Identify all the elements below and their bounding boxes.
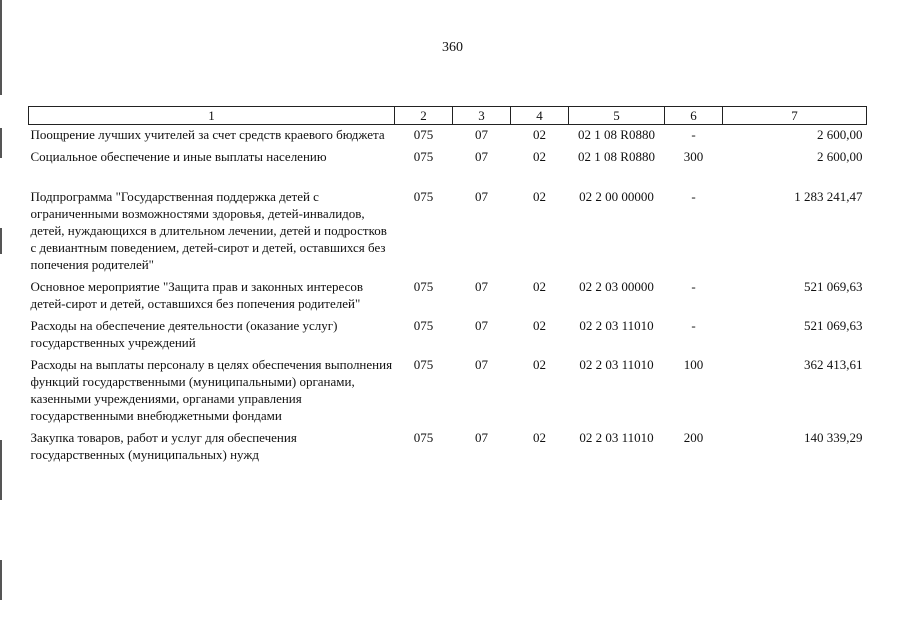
row-code: 075: [413, 149, 434, 164]
row-subsection: 02: [533, 279, 546, 294]
scan-edge-line: [0, 228, 2, 254]
table-header-row: [29, 107, 867, 125]
row-expense-type: -: [691, 279, 696, 294]
scan-edge-line: [0, 128, 2, 158]
column-header: 3: [453, 107, 511, 125]
row-section: 07: [475, 279, 488, 294]
row-section: 07: [475, 189, 488, 204]
row-amount: 1 283 241,47: [794, 189, 863, 204]
row-subsection: 02: [533, 430, 546, 445]
row-code: 075: [413, 189, 434, 204]
row-target-article: 02 2 00 00000: [579, 189, 654, 204]
row-section: 07: [475, 357, 488, 372]
column-header: 7: [723, 107, 867, 125]
row-expense-type: 300: [683, 149, 704, 164]
row-code: 075: [413, 357, 434, 372]
page-number: 360: [442, 40, 463, 55]
table-row: [29, 316, 867, 355]
column-header: 6: [665, 107, 723, 125]
row-expense-type: -: [691, 127, 696, 142]
row-code: 075: [413, 430, 434, 445]
row-name: Подпрограмма "Государственная поддержка детей с ограниченными возможностями здоровья, детей-инвалидов, детей, нуждающихся в длительном лечении, детей и подростков с девиантным поведением, детей-сирот и детей, оставшихся без попечения родителей": [30, 189, 387, 272]
table-row: [29, 125, 867, 148]
row-expense-type: 200: [683, 430, 704, 445]
row-name: Расходы на обеспечение деятельности (оказание услуг) государственных учреждений: [30, 318, 338, 350]
row-name: Расходы на выплаты персоналу в целях обеспечения выполнения функций государственными (муниципальными) органами, казенными учреждениями, органами управления государственными внебюджетными фондами: [30, 357, 393, 423]
row-target-article: 02 2 03 11010: [579, 430, 654, 445]
column-header: 1: [29, 107, 395, 125]
table-row: [29, 428, 867, 467]
row-subsection: 02: [533, 149, 546, 164]
row-amount: 2 600,00: [817, 127, 863, 142]
row-expense-type: -: [691, 318, 696, 333]
row-name: Социальное обеспечение и иные выплаты населению: [30, 149, 327, 164]
row-target-article: 02 2 03 11010: [579, 318, 654, 333]
row-subsection: 02: [533, 189, 546, 204]
row-amount: 521 069,63: [804, 279, 863, 294]
scan-edge-line: [0, 560, 2, 600]
row-subsection: 02: [533, 357, 546, 372]
row-code: 075: [413, 127, 434, 142]
row-amount: 2 600,00: [817, 149, 863, 164]
spacer-row: [29, 169, 867, 187]
row-name: Закупка товаров, работ и услуг для обеспечения государственных (муниципальных) нужд: [30, 430, 297, 462]
row-section: 07: [475, 318, 488, 333]
row-amount: 362 413,61: [804, 357, 863, 372]
row-section: 07: [475, 127, 488, 142]
scan-edge-line: [0, 440, 2, 500]
row-subsection: 02: [533, 127, 546, 142]
column-header: 5: [569, 107, 665, 125]
row-expense-type: 100: [683, 357, 704, 372]
row-amount: 521 069,63: [804, 318, 863, 333]
row-section: 07: [475, 430, 488, 445]
row-subsection: 02: [533, 318, 546, 333]
column-header: 2: [395, 107, 453, 125]
table-row: [29, 355, 867, 428]
row-code: 075: [413, 279, 434, 294]
row-section: 07: [475, 149, 488, 164]
row-name: Поощрение лучших учителей за счет средств краевого бюджета: [30, 127, 385, 142]
table-row: [29, 147, 867, 169]
row-target-article: 02 1 08 R0880: [578, 149, 655, 164]
budget-table: [28, 106, 867, 467]
row-target-article: 02 2 03 11010: [579, 357, 654, 372]
row-target-article: 02 1 08 R0880: [578, 127, 655, 142]
row-code: 075: [413, 318, 434, 333]
table-row: [29, 187, 867, 277]
row-name: Основное мероприятие "Защита прав и законных интересов детей-сирот и детей, оставшихся без попечения родителей": [30, 279, 364, 311]
table-row: [29, 277, 867, 316]
column-header: 4: [511, 107, 569, 125]
row-expense-type: -: [691, 189, 696, 204]
row-target-article: 02 2 03 00000: [579, 279, 654, 294]
row-amount: 140 339,29: [804, 430, 863, 445]
